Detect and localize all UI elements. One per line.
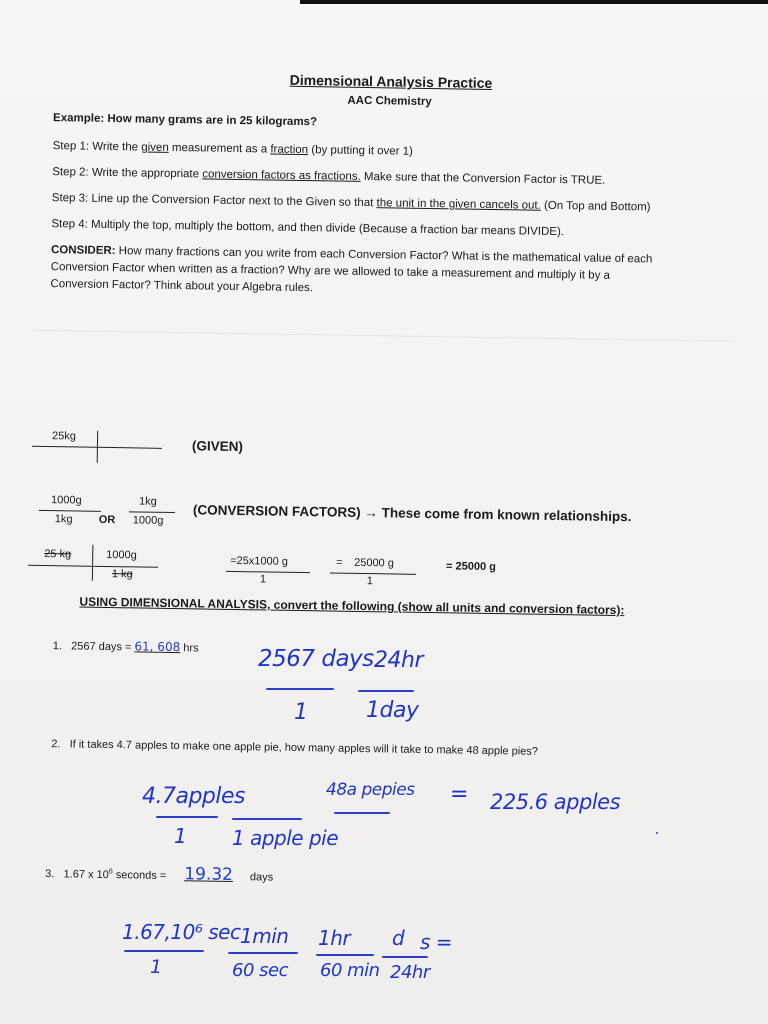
hw-p2-bar-1 xyxy=(156,816,218,818)
hw-p3-bar-2 xyxy=(228,952,298,954)
hw-p1-cf-num: 24hr xyxy=(374,648,423,673)
hw-p1-bar-1 xyxy=(266,688,334,690)
cf-label: (CONVERSION FACTORS) → These come from known relationships. xyxy=(192,502,632,525)
problem-1: 1. 2567 days = 61, 608 hrs xyxy=(52,639,199,655)
hw-p3-f3-den: 24hr xyxy=(390,962,430,983)
example-label: Example: How many grams are in 25 kilograms? xyxy=(52,112,318,129)
hw-p3-f3-num: d xyxy=(392,926,405,950)
hw-p3-f1-den: 60 sec xyxy=(232,960,288,981)
step-2: Step 2: Write the appropriate conversion factors as fractions. Make sure that the Conversion Factor is TRUE. xyxy=(52,166,606,187)
consider-line-3: Conversion Factor? Think about your Algebra rules. xyxy=(50,278,314,295)
consider-line-1: CONSIDER: How many fractions can you write from each Conversion Factor? What is the mathematical value of each xyxy=(50,244,653,266)
hw-p3-f1-num: 1min xyxy=(240,924,289,948)
hw-p3-bar-3 xyxy=(316,954,374,956)
hw-p1-cf-den: 1day xyxy=(366,698,419,723)
consider-line-2: Conversion Factor when written as a fraction? Why are we allowed to take a measurement and multiply it by a xyxy=(50,261,611,282)
hw-p3-tail: s = xyxy=(420,930,453,954)
page-title: Dimensional Analysis Practice xyxy=(289,71,493,91)
scan-shadow xyxy=(34,330,734,342)
hw-p1-given-den: 1 xyxy=(294,700,308,725)
page-subtitle: AAC Chemistry xyxy=(347,94,432,109)
problem-1-answer: 61, 608 xyxy=(134,639,181,655)
problem-3: 3. 1.67 x $10^6$ seconds = 19.32 days xyxy=(45,864,274,886)
hw-p2-result: 225.6 apples xyxy=(490,790,621,814)
problem-3-answer: 19.32 xyxy=(184,864,234,886)
step-1: Step 1: Write the given measurement as a fraction (by putting it over 1) xyxy=(52,140,414,158)
result-1-bar xyxy=(226,571,310,573)
calc-denominator: 1 kg xyxy=(111,568,133,581)
cf-or: OR xyxy=(98,513,116,527)
result-2-den: 1 xyxy=(366,575,374,588)
calc-given: 25 kg xyxy=(44,548,72,561)
hw-p2-bar-2 xyxy=(232,818,302,820)
given-label: (GIVEN) xyxy=(191,438,244,455)
instructions: USING DIMENSIONAL ANALYSIS, convert the following (show all units and conversion factors): xyxy=(79,594,625,618)
hw-p2-mid-num: 48a pepies xyxy=(326,780,415,800)
hw-p2-given-den: 1 xyxy=(174,824,187,848)
hw-p3-f2-num: 1hr xyxy=(318,926,351,950)
hw-p3-given-den: 1 xyxy=(150,956,162,978)
hw-stray-dot xyxy=(656,832,658,834)
cf1-bar xyxy=(39,510,101,512)
cf2-denominator: 1000g xyxy=(132,514,164,527)
hw-p2-bar-3 xyxy=(334,812,390,814)
result-1-num: =25x1000 g xyxy=(230,554,289,568)
given-value: 25kg xyxy=(51,430,77,443)
hw-p2-given-num: 4.7apples xyxy=(142,784,246,809)
hw-p2-eq: = xyxy=(450,782,468,807)
hw-p3-bar-1 xyxy=(124,950,204,952)
step-4: Step 4: Multiply the top, multiply the bottom, and then divide (Because a fraction bar means DIVIDE). xyxy=(51,218,565,239)
step-3: Step 3: Line up the Conversion Factor next to the Given so that the unit in the given cancels out. (On Top and Bottom) xyxy=(51,192,651,214)
hw-p1-bar-2 xyxy=(358,690,414,692)
result-1-den: 1 xyxy=(259,573,267,586)
cf2-numerator: 1kg xyxy=(138,495,157,508)
hw-p2-cf-den: 1 apple pie xyxy=(232,826,339,850)
cf1-numerator: 1000g xyxy=(50,494,82,507)
hw-p3-f2-den: 60 min xyxy=(320,960,380,981)
result-2-num: 25000 g xyxy=(354,556,394,570)
hw-p3-bar-4 xyxy=(382,956,428,958)
problem-2: 2. If it takes 4.7 apples to make one apple pie, how many apples will it take to make 48 apple pies? xyxy=(51,738,539,758)
cf2-bar xyxy=(129,511,175,513)
calc-divider xyxy=(92,545,94,581)
result-2-eq: = xyxy=(336,556,343,569)
calc-numerator: 1000g xyxy=(106,548,137,562)
hw-p3-given-num: 1.67,10⁶ sec xyxy=(122,920,241,944)
scan-edge xyxy=(300,0,768,4)
hw-p1-given-num: 2567 days xyxy=(258,646,374,672)
result-3: = 25000 g xyxy=(446,560,497,574)
cf1-denominator: 1kg xyxy=(54,513,73,526)
